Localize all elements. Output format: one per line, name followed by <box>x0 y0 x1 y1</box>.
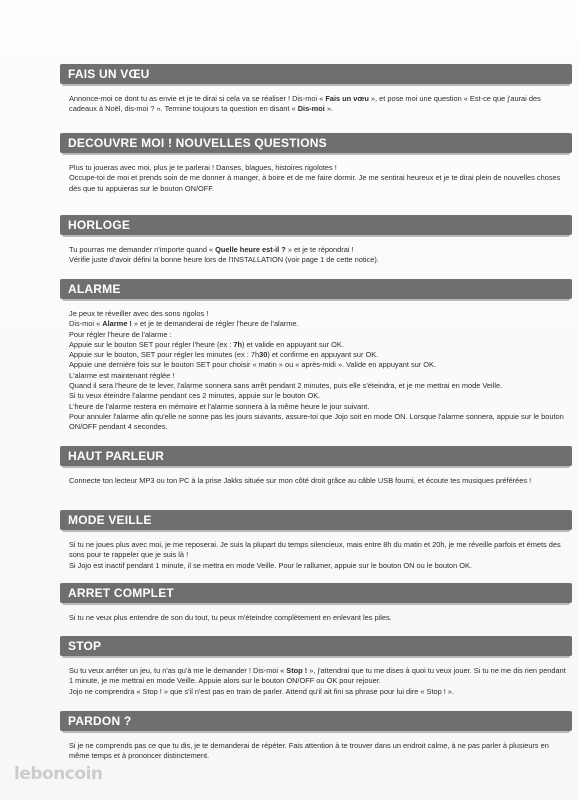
section-fais-un-voeu <box>60 64 572 115</box>
paragraph <box>69 319 566 329</box>
paragraph <box>69 330 566 340</box>
text-run: Jojo ne comprendra « Stop ! » que s'il n'est pas en train de parler. Attend qu'il ait fini sa phrase pour lui dire « Stop ! ». <box>69 686 455 696</box>
section-title: HAUT PARLEUR <box>60 446 572 466</box>
section-title: ARRET COMPLET <box>60 583 572 603</box>
watermark-logo: leboncoin <box>14 764 103 784</box>
section-body <box>60 613 572 623</box>
paragraph <box>69 360 566 370</box>
text-run: Annonce-moi ce dont tu as envie et je te dirai si cela va se réaliser ! Dis-moi « <box>69 94 326 103</box>
bold-text: Stop ! <box>286 666 308 675</box>
text-run: Su tu veux arrêter un jeu, tu n'as qu'à me le demander ! Dis-moi « <box>69 666 287 675</box>
paragraph <box>69 340 566 350</box>
text-run: L'alarme est maintenant réglée ! <box>69 370 175 380</box>
paragraph <box>69 540 566 561</box>
section-title: STOP <box>60 636 572 656</box>
bold-text: Quelle heure est-il ? <box>215 245 286 254</box>
section-body <box>60 309 572 433</box>
bold-text: 7h <box>233 339 242 349</box>
text-run: », et pose moi une question « Est-ce que j'aurai des cadeaux à Noël, dis-moi ? ». Termine toujours ta question en disant « <box>69 94 541 114</box>
text-run: Pour annuler l'alarme afin qu'elle ne sonne pas les jours suivants, assure-toi que Jojo soit en mode ON. Lorsque l'alarme sonnera, appuie sur le bouton ON/OFF pendant 4 secondes. <box>69 411 564 432</box>
section-title: HORLOGE <box>60 215 572 235</box>
paragraph <box>69 94 566 115</box>
bold-text: Alarme ! <box>102 319 132 329</box>
paragraph <box>69 412 566 433</box>
paragraph <box>69 741 566 762</box>
text-run: Plus tu joueras avec moi, plus je te parlerai ! Danses, blagues, histoires rigolotes ! <box>69 163 337 172</box>
text-run: Si tu ne veux plus entendre de son du tout, tu peux m'éteindre complètement en enlevant les piles. <box>69 613 392 622</box>
bold-text: 30 <box>259 350 268 360</box>
text-run: Je peux te réveiller avec des sons rigolos ! <box>69 309 209 318</box>
text-run: Occupe-toi de moi et prends soin de me donner à manger, à boire et de me faire dormir. Je me sentirai heureux et je te dirai plein de nouvelles choses dès que tu appuieras sur le bouton ON/OFF. <box>69 173 561 193</box>
text-run: Quand il sera l'heure de te lever, l'alarme sonnera sans arrêt pendant 2 minutes, puis elle s'éteindra, et je me mettrai en mode Veille. <box>69 381 503 391</box>
section-body <box>60 163 572 194</box>
paragraph <box>69 350 566 360</box>
text-run: », j'attendrai que tu me dises à quoi tu veux jouer. Si tu ne me dis rien pendant 1 minute, je me mettrai en mode Veille. Appuie alors sur le bouton ON/OFF ou OK pour rejouer. <box>69 666 566 686</box>
paragraph <box>69 613 566 623</box>
paragraph <box>69 687 566 697</box>
text-run: Appuie sur le bouton SET pour régler l'heure (ex : <box>69 339 234 349</box>
paragraph <box>69 561 566 571</box>
text-run: Si tu ne joues plus avec moi, je me reposerai. Je suis la plupart du temps silencieux, mais entre 8h du matin et 20h, je me réveille parfois et émets des sons pour te rappeler que je suis là ! <box>69 540 561 560</box>
text-run: ) et confirme en appuyant sur OK. <box>267 350 379 360</box>
section-mode-veille <box>60 510 572 571</box>
paragraph <box>69 476 566 486</box>
section-body <box>60 476 572 486</box>
section-title: ALARME <box>60 279 572 299</box>
section-decouvre-moi <box>60 133 572 194</box>
section-alarme <box>60 279 572 433</box>
section-body <box>60 741 572 762</box>
bold-text: Fais un vœu <box>325 94 369 103</box>
section-body <box>60 94 572 115</box>
section-horloge <box>60 215 572 266</box>
text-run: L'heure de l'alarme restera en mémoire et l'alarme sonnera à la même heure le jour suivant. <box>69 401 370 411</box>
text-run: » et je te répondrai ! <box>285 245 354 254</box>
text-run: Si tu veux éteindre l'alarme pendant ces 2 minutes, appuie sur le bouton OK. <box>69 391 321 401</box>
text-run: ». <box>324 104 334 114</box>
bold-text: Dis-moi <box>297 104 325 114</box>
paragraph <box>69 245 566 255</box>
text-run: Dis-moi « <box>69 319 103 329</box>
section-body <box>60 245 572 266</box>
paragraph <box>69 371 566 381</box>
text-run: Tu pourras me demander n'importe quand « <box>69 245 216 254</box>
section-body <box>60 666 572 697</box>
paragraph <box>69 666 566 687</box>
paragraph <box>69 309 566 319</box>
text-run: Connecte ton lecteur MP3 ou ton PC à la prise Jakks située sur mon côté droit grâce au câble USB fourni, et écoute tes musiques préférées ! <box>69 476 532 485</box>
paragraph <box>69 381 566 391</box>
paragraph <box>69 163 566 173</box>
section-title: PARDON ? <box>60 711 572 731</box>
text-run: Pour régler l'heure de l'alarme : <box>69 329 172 339</box>
text-run: Si Jojo est inactif pendant 1 minute, il se mettra en mode Veille. Pour le rallumer, appuie sur le bouton ON ou le bouton OK. <box>69 560 473 570</box>
text-run: » et je te demanderai de régler l'heure de l'alarme. <box>131 319 299 329</box>
section-haut-parleur <box>60 446 572 486</box>
text-run: Vérifie juste d'avoir défini la bonne heure lors de l'INSTALLATION (voir page 1 de cette notice). <box>69 255 379 265</box>
paragraph <box>69 255 566 265</box>
section-title: FAIS UN VŒU <box>60 64 572 84</box>
paragraph <box>69 391 566 401</box>
text-run: Appuie sur le bouton, SET pour régler les minutes (ex : 7h <box>69 350 260 360</box>
text-run: Si je ne comprends pas ce que tu dis, je te demanderai de répéter. Fais attention à te trouver dans un endroit calme, à ne pas parler à plusieurs en même temps et à prononcer distinctement. <box>69 741 549 761</box>
section-title: DECOUVRE MOI ! NOUVELLES QUESTIONS <box>60 133 572 153</box>
text-run: ) et valide en appuyant sur OK. <box>242 339 344 349</box>
section-arret-complet <box>60 583 572 623</box>
section-stop <box>60 636 572 697</box>
text-run: Appuie une dernière fois sur le bouton SET pour choisir « matin » ou « après-midi ». Valide en appuyant sur OK. <box>69 360 437 370</box>
section-body <box>60 540 572 571</box>
paragraph <box>69 402 566 412</box>
paragraph <box>69 173 566 194</box>
section-pardon <box>60 711 572 762</box>
section-title: MODE VEILLE <box>60 510 572 530</box>
